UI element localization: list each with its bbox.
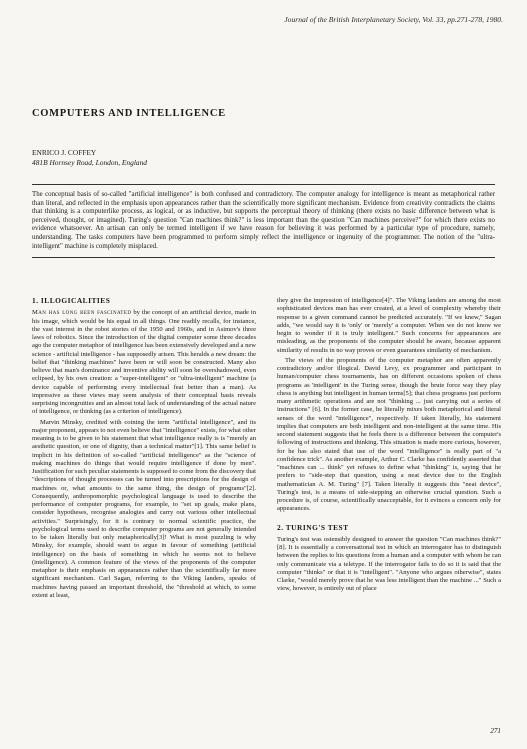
paragraph: Marvin Minsky, credited with coining the term "artificial intelligence", and its major proponent, appears to not even believe that "intelligence" exists, for what other meaning is to be given to his statement that what intelligence really is is "merely an aesthetic question, or one of dignity, than a technical matter"[1]. This same belief is implicit in his definition of so-called "artificial intelligence" as the "science of making machines do things that would require intelligence if done by men". Justification for such peculiar statements is supposed to come from the discovery that "descriptions of thought processes can be turned into prescriptions for the design of machines or, what amounts to the same thing, the design of programs"[2]. Consequently, anthropomorphic psychological language is used to describe the performance of computer programs, for example, to "set up goals, make plans, consider hypotheses, recognise analogies and carry out various other intellectual activities." Surprisingly, for it is contrary to normal scientific practice, the psychological terms used to describe computer programs are not generally intended to be taken literally but only metaphorically[3]! What is most puzzling is why Minsky, for example, should want to argue in favour of something (artificial intelligence) on the basis of something in which he seems not to believe (intelligence). A common feature of the views of the proponents of the computer metaphor is their emphasis on appearances rather than the scientifically far more significant mechanism. Carl Sagan, referring to the Viking landers, speaks of machines having passed an important threshold, the "threshold at which, to some extent at least, [32,418,256,599]
abstract: The conceptual basis of so-called "artificial intelligence" is both confused and contradictory. The computer analogy for intelligence is meant as metaphorical rather than literal, and reflected in the emphasis upon appearances rather than the scientifically more significant mechanism. Evidence from creativity contradicts the claims that thinking is a computerlike process, as logical, or as inductive, but supports the perceptual theory of thinking (there exists no basic difference between what is perceived, thought, or imagined). Turing's question "Can machines think?" is less important than the question "Can machines perceive?" for which there exists no evidence whatsoever. An artisan can only be termed intelligent if we have reason for believing it was performed by a particular type of procedure, namely, understanding. The tasks computers have been programmed to perform simply reflect the intelligence or ingenuity of the programmer. The notion of the "ultra-intelligent" machine is completely misplaced. [32,184,495,258]
author-address: 481B Hornsey Road, London, England [32,157,147,167]
section-heading-2: 2. TURING'S TEST [277,522,349,532]
article-title: COMPUTERS AND INTELLIGENCE [32,108,226,119]
lead-in-caps: Man has long been fascinated [32,309,132,317]
paragraph-text: by the concept of an artificial device, made in his image, which would be his equal in all things. One readily recalls, for instance, the vast interest in the robot stories of the 1950 and 1960s, and in Asimov's three laws of robotics. Since the introduction of the digital computer some three decades ago the computer metaphor of intelligence has been extensively developed and a new science - artificial intelligence - has supposedly arisen. This heralds a new dream: the belief that "thinking machines" have been or will soon be constructed. Many also believe that man's dominance and inventive ability will soon be overshadowed, even eclipsed, by his own creation: a "super-intelligent" or "ultra-intelligent" machine (a device capable of performing every intellectual feat better than a man). As impressive as these views may seem analysis of their conceptual basis reveals surprising incongruities and an almost total lack of understanding of the actual nature of intelligence, or thinking (as a criterion of intelligence). [32,309,256,416]
section-heading-1: 1. ILLOGICALITIES [32,296,111,305]
paragraph [32,309,256,416]
paragraph: The views of the proponents of the computer metaphor are often apparently contradictory and/or illogical. David Levy, ex programmer and participant in human/computer chess tournaments, has on different occasions spoken of chess programs as 'intelligent' in the Turing sense, though the brute force way they play chess is anything but intelligent in human terms[5]; that chess programs just perform many arithmetic operations and are not "thinking ... just carrying out a series of instructions" [6]. In the former case, he literally mixes both metaphorical and literal senses of the word "intelligence", respectively. If taken literally, his statement implies that computers are both intelligent and non-intelligent at the same time. His second statement suggests that he feels there is a difference between the computer's following of instructions and thinking. This situation is made more curious, however, for he has also stated that use of the word "intelligence" is really part of "a confidence trick". As another example, Arthur C. Clarke has confidently asserted that "machines can ... think" yet refuses to define what "thinking" is, saying that he prefers to "side-step that question, using a neat device due to the English mathematician A. M. Turing" [7]. Taken literally it suggests this "neat device", Turing's test, is a means of side-stepping an otherwise crucial question. Such a procedure is, of course, scientifically unacceptable, for it evinces a concern only for appearances. [277,356,501,513]
page-number: 271 [490,727,501,735]
left-column [32,297,256,602]
author-name: ENRICO J. COFFEY [32,148,97,157]
journal-citation: Journal of the British Interplanetary Society, Vol. 33, pp.271-278, 1980. [284,15,503,24]
paragraph: they give the impression of intelligence[4]". The Viking landers are among the most sophisticated devices man has ever created, at a level of complexity whereby their response to a given command cannot be predicted accurately. "If we knew," Sagan adds, "we would say it is 'only' or 'merely' a computer. When we do not know we begin to wonder if it is truly intelligent." Such concerns for appearances are misleading, as the proponents of the computer should be aware, because apparent similarity of results in no way proves or even guarantees similarity of mechanism. [277,297,501,354]
author-block [32,148,147,167]
paragraph: Turing's test was ostensibly designed to answer the question "Can machines think?" [8]. It is essentially a conversational test in which an interrogator has to distinguish between the replies to his questions from a human and a computer with whom he can only communicate via a teletype. If the interrogator fails to do so it is said that the computer "thinks" or that it is "intelligent". "Anyone who argues otherwise", states Clarke, "would merely prove that he was less intelligent than the machine ..." Such a view, however, is entirely out of place [277,535,501,593]
right-column [277,297,501,596]
